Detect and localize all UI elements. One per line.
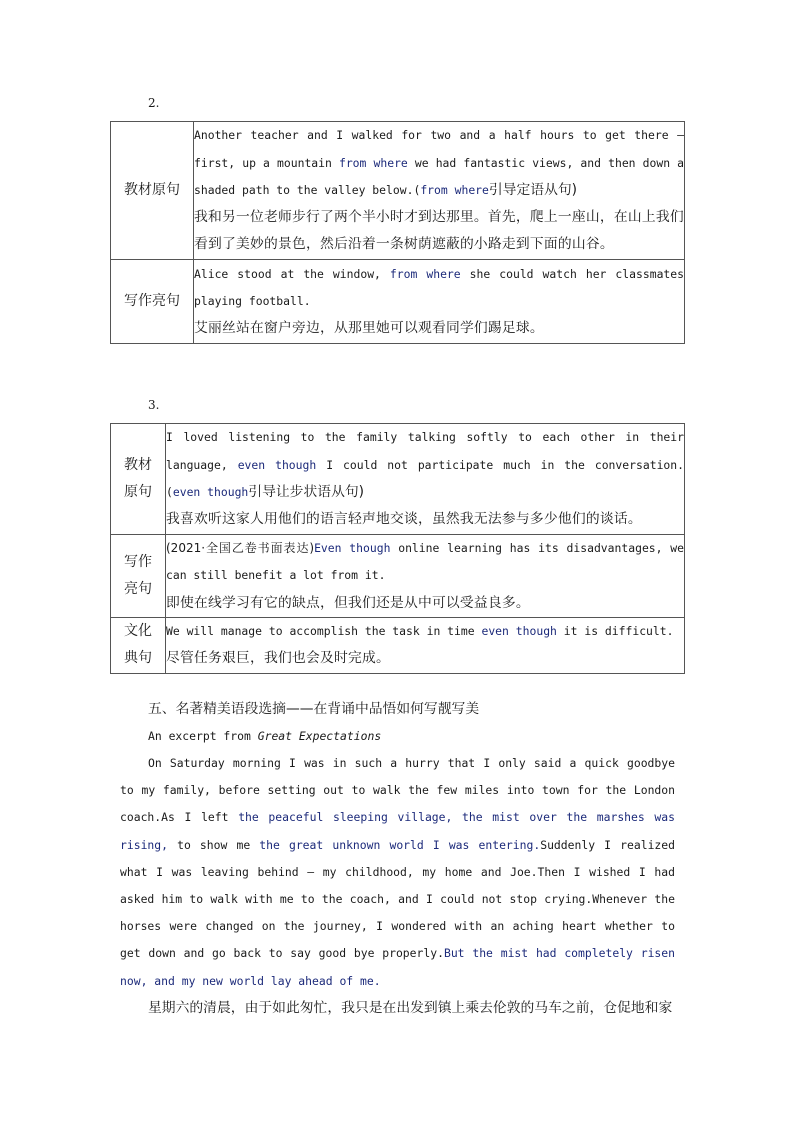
item-number-2: 2. xyxy=(148,96,160,110)
row-label: 教材原句 xyxy=(111,122,194,260)
table-row xyxy=(111,617,685,673)
table-row xyxy=(111,535,685,618)
row-label: 文化 典句 xyxy=(111,617,166,673)
item-number-3: 3. xyxy=(148,398,160,412)
chinese-translation: 即使在线学习有它的缺点，但我们还是从中可以受益良多。 xyxy=(166,594,530,611)
table-3 xyxy=(110,423,685,674)
row-label: 写作亮句 xyxy=(111,260,194,344)
english-sentence: Another teacher and I walked for two and a half hours to get there — first, up a mountain from where we had fantastic views, and then down a shaded path to the valley below.(from where引导定语从句) xyxy=(194,128,685,198)
chinese-translation: 艾丽丝站在窗户旁边，从那里她可以观看同学们踢足球。 xyxy=(194,320,544,337)
table-row xyxy=(111,424,685,535)
table-row xyxy=(111,122,685,260)
excerpt-passage: On Saturday morning I was in such a hurry that I only said a quick goodbye to my family, before setting out to walk the few miles into town for the London coach.As I left the peaceful sleeping village, the mist over the marshes was rising, to show me the great unknown world I was entering.Suddenly I realized what I was leaving behind — my childhood, my home and Joe.Then I wished I had asked him to walk with me to the coach, and I could not stop crying.Whenever the horses were changed on the journey, I wondered with an aching heart whether to get down and go back to say good bye properly.But the mist had completely risen now, and my new world lay ahead of me. xyxy=(120,756,676,988)
passage-translation: 星期六的清晨，由于如此匆忙，我只是在出发到镇上乘去伦敦的马车之前，仓促地和家 xyxy=(148,1000,673,1016)
table-row xyxy=(111,260,685,344)
english-sentence: Alice stood at the window, from where she could watch her classmates playing football. xyxy=(194,266,684,308)
english-sentence: We will manage to accomplish the task in time even though it is difficult. xyxy=(166,624,674,639)
row-label: 写作 亮句 xyxy=(111,535,166,618)
row-label: 教材 原句 xyxy=(111,424,166,535)
english-sentence: I loved listening to the family talking softly to each other in their language, even though I could not participate much in the conversation.(even though引导让步状语从句) xyxy=(166,430,684,500)
table-2 xyxy=(110,121,685,344)
chinese-translation: 我和另一位老师步行了两个半小时才到达那里。首先，爬上一座山，在山上我们看到了美妙的景色，然后沿着一条树荫遮蔽的小路走到下面的山谷。 xyxy=(194,209,684,253)
chinese-translation: 我喜欢听这家人用他们的语言轻声地交谈，虽然我无法参与多少他们的谈话。 xyxy=(166,511,642,528)
english-sentence: (2021·全国乙卷书面表达)Even though online learning has its disadvantages, we can still benefit a lot from it. xyxy=(166,541,685,583)
excerpt-source: An excerpt from Great Expectations xyxy=(148,729,382,743)
section-heading: 五、名著精美语段选摘——在背诵中品悟如何写靓写美 xyxy=(148,701,480,717)
chinese-translation: 尽管任务艰巨，我们也会及时完成。 xyxy=(166,650,390,667)
